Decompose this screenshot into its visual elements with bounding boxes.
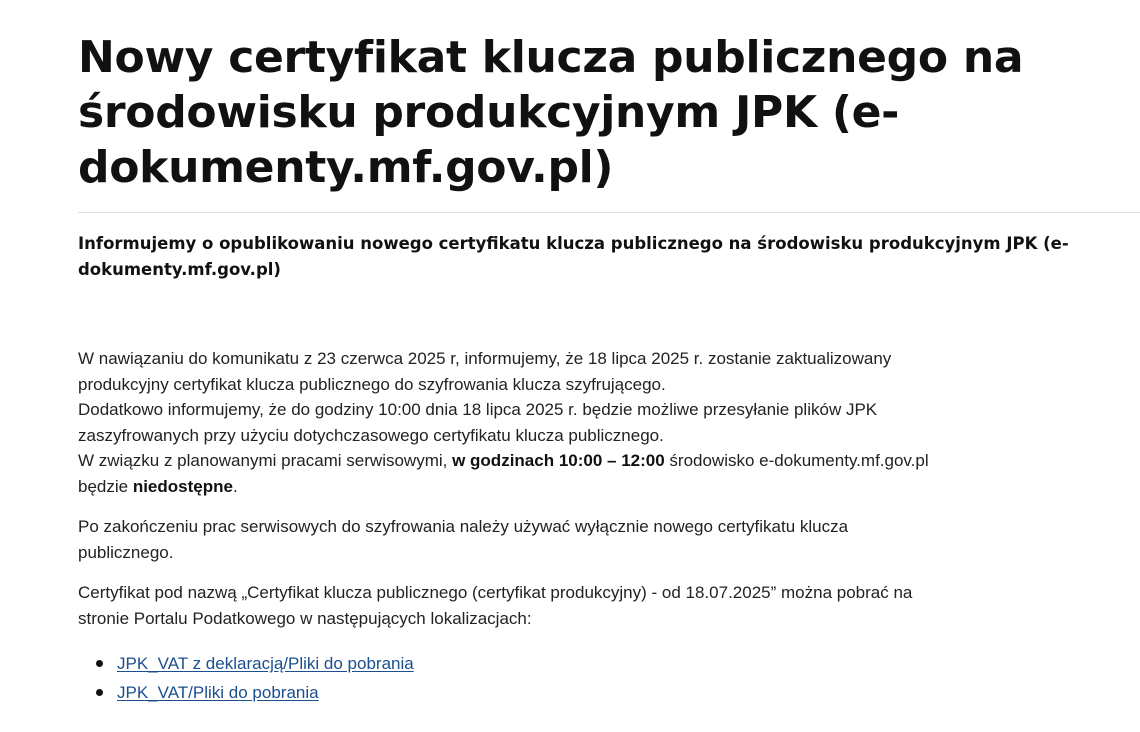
announcement-line-3-end: . — [232, 476, 238, 496]
list-item — [117, 679, 414, 708]
announcement-line-3-start: W związku z planowanymi pracami serwisowymi, — [78, 451, 453, 470]
title-divider — [78, 212, 1140, 213]
paragraph-certificate-download: Certyfikat pod nazwą „Certyfikat klucza publicznego (certyfikat produkcyjny) - od 18.07.2025” można pobrać na stronie Portalu Podatkowego w następujących lokalizacjach: — [78, 583, 913, 628]
link-jpk-vat-with-declaration[interactable]: JPK_VAT z deklaracją/Pliki do pobrania — [117, 654, 414, 673]
link-jpk-vat-files[interactable]: JPK_VAT/Pliki do pobrania — [117, 682, 319, 702]
list-item — [117, 650, 414, 679]
bullet-icon — [96, 660, 103, 667]
page-title: Nowy certyfikat klucza publicznego na środowisku produkcyjnym JPK (e-dokumenty.mf.gov.pl) — [78, 32, 1024, 193]
article-body — [78, 346, 938, 631]
unavailable-text: niedostępne — [132, 476, 233, 496]
paragraph-after-maintenance: Po zakończeniu prac serwisowych do szyfrowania należy używać wyłącznie nowego certyfikatu klucza publicznego. — [78, 517, 849, 562]
announcement-line-2: Dodatkowo informujemy, że do godziny 10:00 dnia 18 lipca 2025 r. będzie możliwe przesyłanie plików JPK zaszyfrowanych przy użyciu dotychczasowego certyfikatu klucza publicznego. — [78, 400, 878, 445]
announcement-line-3-middle: środowisko e-dokumenty.mf.gov.pl będzie — [78, 451, 929, 496]
paragraph-announcement — [78, 346, 938, 499]
article-lead: Informujemy o opublikowaniu nowego certyfikatu klucza publicznego na środowisku produkcyjnym JPK (e-dokumenty.mf.gov.pl) — [78, 234, 1069, 279]
bullet-icon — [96, 689, 103, 696]
download-links-list — [78, 650, 414, 707]
maintenance-hours: w godzinach 10:00 – 12:00 — [452, 451, 665, 470]
announcement-line-1: W nawiązaniu do komunikatu z 23 czerwca 2025 r, informujemy, że 18 lipca 2025 r. zostanie zaktualizowany produkcyjny certyfikat klucza publicznego do szyfrowania klucza szyfrującego. — [78, 349, 892, 394]
